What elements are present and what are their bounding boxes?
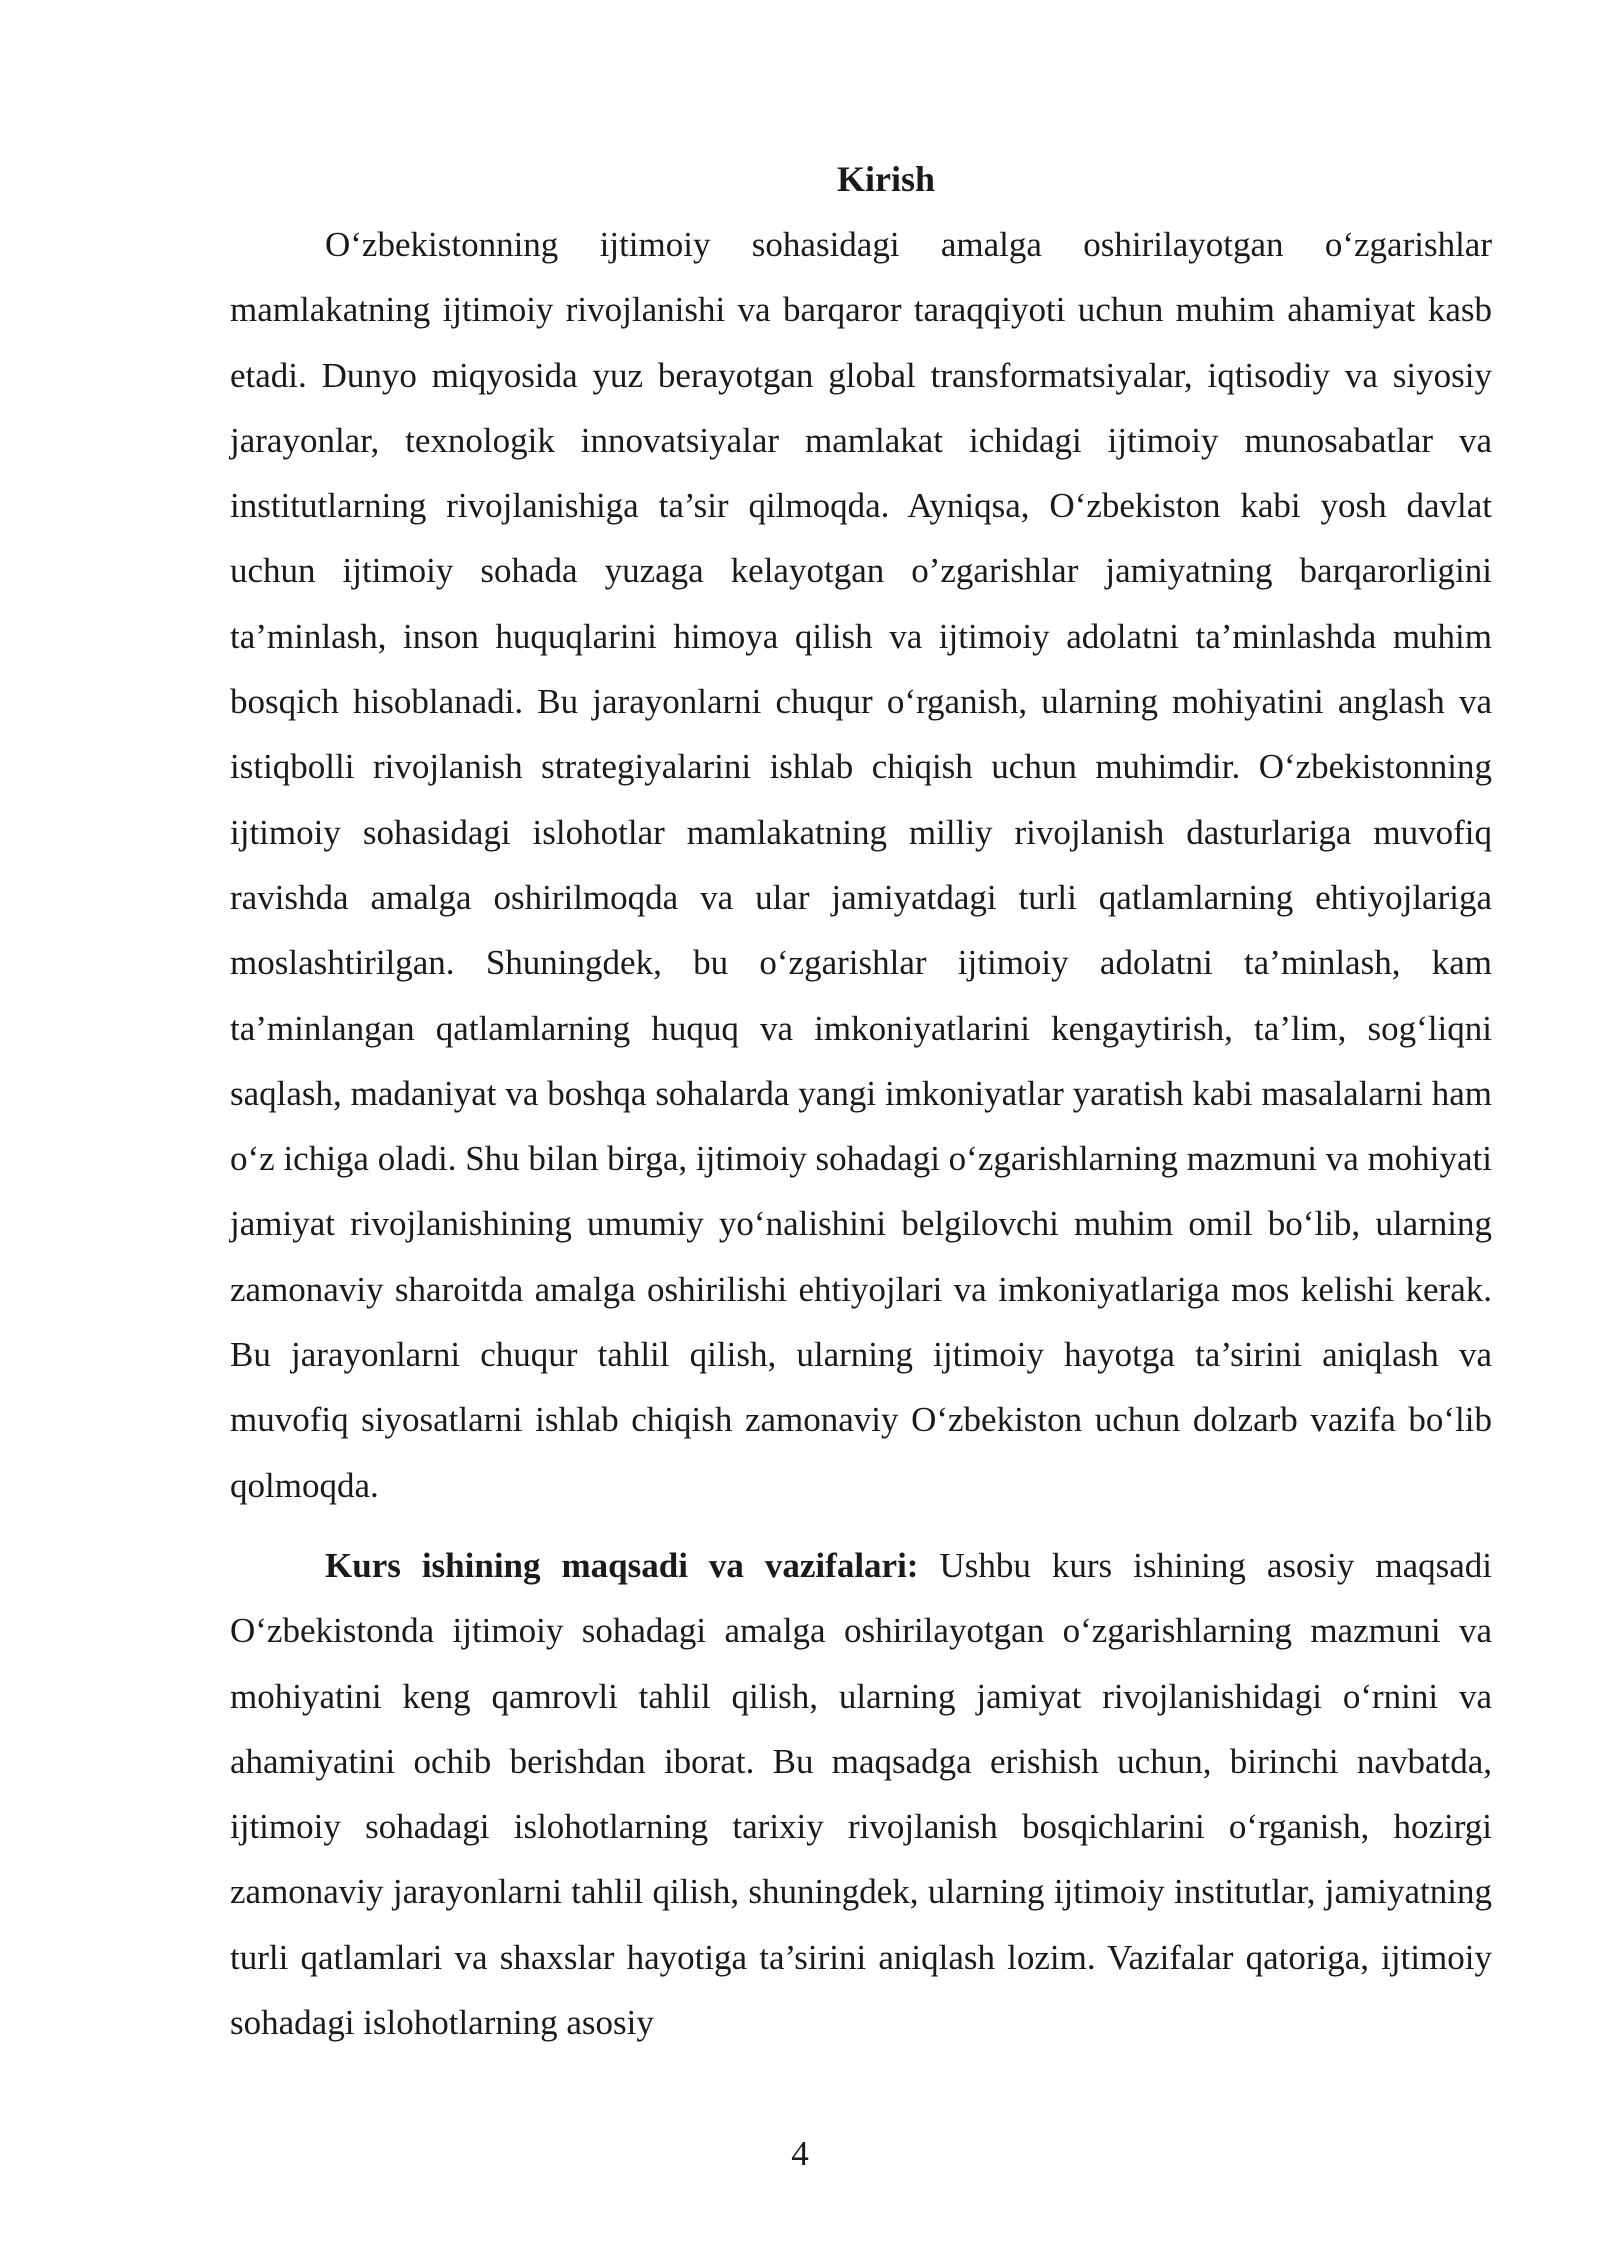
intro-paragraph bbox=[230, 212, 1492, 1518]
page-number: 4 bbox=[791, 2134, 809, 2173]
goals-paragraph bbox=[230, 1533, 1492, 2055]
paragraph-text: Ushbu kurs ishining asosiy maqsadi O‘zbekistonda ijtimoiy sohadagi amalga oshirilayotgan o‘zgarishlarning mazmuni va mohiyatini keng qamrovli tahlil qilish, ularning jamiyat rivojlanishidagi o‘rnini va ahamiyatini ochib berishdan iborat. Bu maqsadga erishish uchun, birinchi navbatda, ijtimoiy sohadagi islohotlarning tarixiy rivojlanish bosqichlarini o‘rganish, hozirgi zamonaviy jarayonlarni tahlil qilish, shuningdek, ularning ijtimoiy institutlar, jamiyatning turli qatlamlari va shaxslar hayotiga ta’sirini aniqlash lozim. Vazifalar qatoriga, ijtimoiy sohadagi islohotlarning asosiy bbox=[230, 1545, 1492, 2043]
section-heading: Kirish bbox=[836, 159, 935, 199]
paragraph-lead: Kurs ishining maqsadi va vazifalari: bbox=[325, 1545, 919, 1585]
page-body bbox=[230, 146, 1492, 2055]
paragraph-text: O‘zbekistonning ijtimoiy sohasidagi amalga oshirilayotgan o‘zgarishlar mamlakatning ijtimoiy rivojlanishi va barqaror taraqqiyoti uchun muhim ahamiyat kasb etadi. Dunyo miqyosida yuz berayotgan global transformatsiyalar, iqtisodiy va siyosiy jarayonlar, texnologik innovatsiyalar mamlakat ichidagi ijtimoiy munosabatlar va institutlarning rivojlanishiga ta’sir qilmoqda. Ayniqsa, O‘zbekiston kabi yosh davlat uchun ijtimoiy sohada yuzaga kelayotgan o’zgarishlar jamiyatning barqarorligini ta’minlash, inson huquqlarini himoya qilish va ijtimoiy adolatni ta’minlashda muhim bosqich hisoblanadi. Bu jarayonlarni chuqur o‘rganish, ularning mohiyatini anglash va istiqbolli rivojlanish strategiyalarini ishlab chiqish uchun muhimdir. O‘zbekistonning ijtimoiy sohasidagi islohotlar mamlakatning milliy rivojlanish dasturlariga muvofiq ravishda amalga oshirilmoqda va ular jamiyatdagi turli qatlamlarning ehtiyojlariga moslashtirilgan. Shuningdek, bu o‘zgarishlar ijtimoiy adolatni ta’minlash, kam ta’minlangan qatlamlarning huquq va imkoniyatlarini kengaytirish, ta’lim, sog‘liqni saqlash, madaniyat va boshqa sohalarda yangi imkoniyatlar yaratish kabi masalalarni ham o‘z ichiga oladi. Shu bilan birga, ijtimoiy sohadagi o‘zgarishlarning mazmuni va mohiyati jamiyat rivojlanishining umumiy yo‘nalishini belgilovchi muhim omil bo‘lib, ularning zamonaviy sharoitda amalga oshirilishi ehtiyojlari va imkoniyatlariga mos kelishi kerak. Bu jarayonlarni chuqur tahlil qilish, ularning ijtimoiy hayotga ta’sirini aniqlash va muvofiq siyosatlarni ishlab chiqish zamonaviy O‘zbekiston uchun dolzarb vazifa bo‘lib qolmoqda. bbox=[230, 225, 1492, 1505]
